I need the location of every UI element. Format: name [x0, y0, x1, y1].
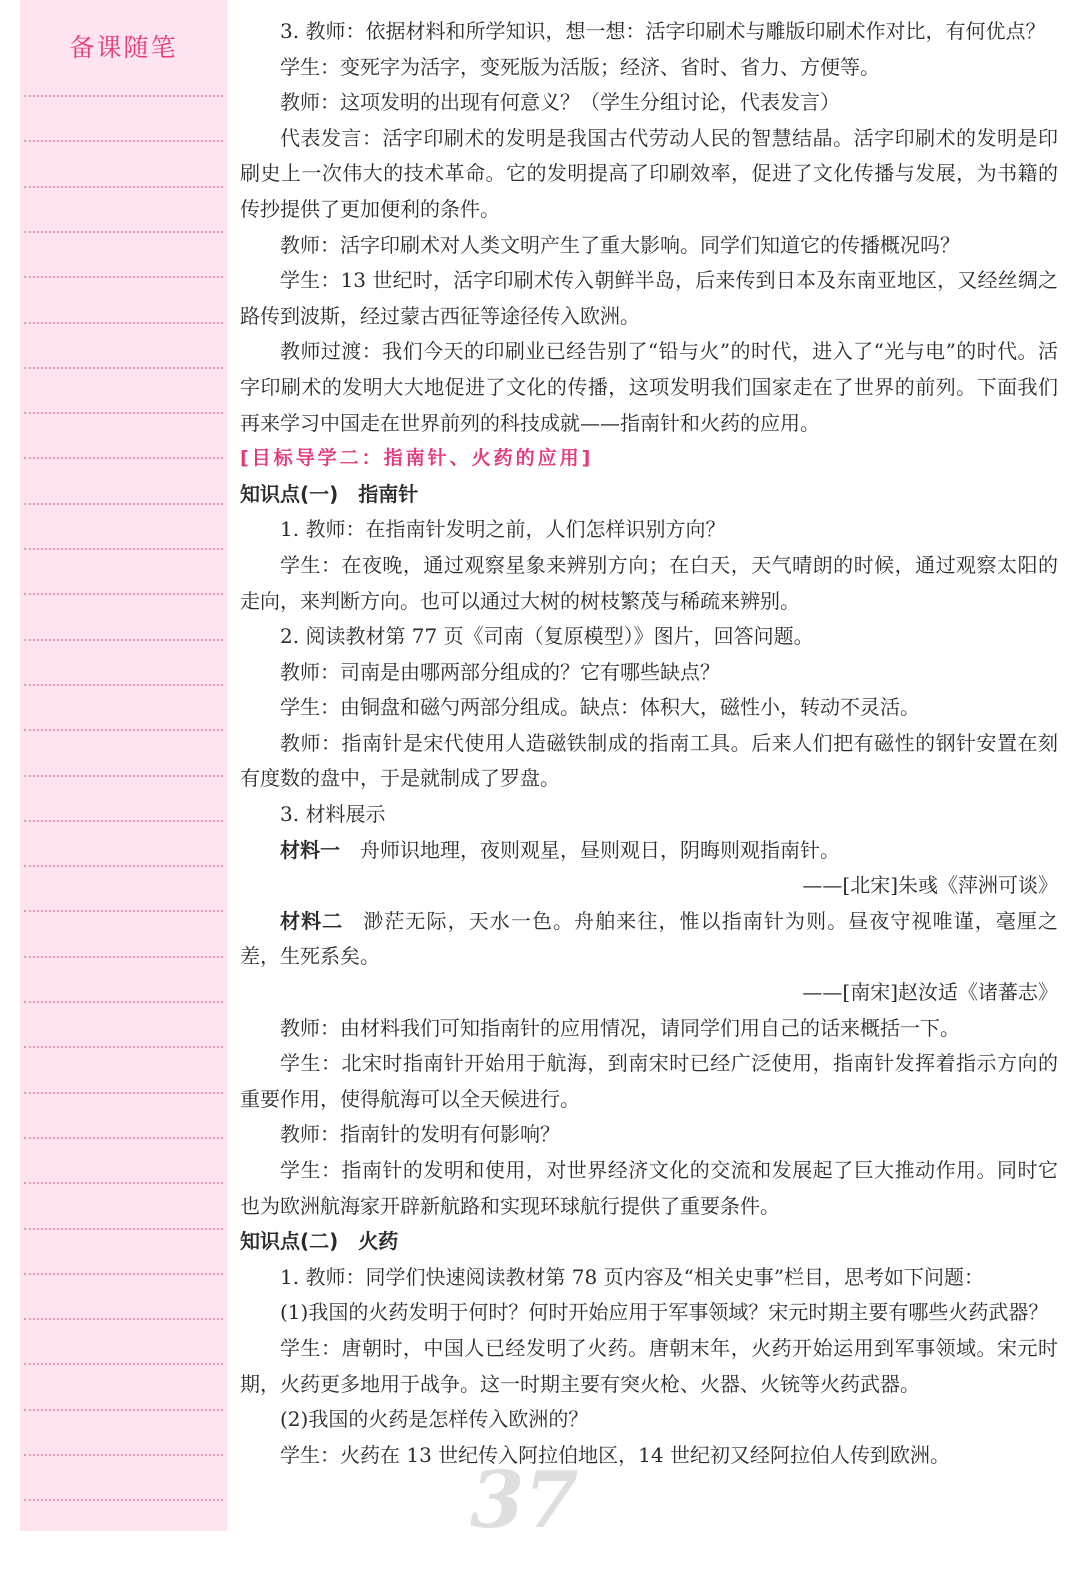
paragraph: 3. 材料展示 [280, 802, 386, 827]
ruled-line [24, 1046, 223, 1048]
ruled-line [24, 910, 223, 912]
paragraph: 1. 教师：同学们快速阅读教材第 78 页内容及“相关史事”栏目，思考如下问题： [280, 1264, 985, 1289]
ruled-line [24, 1092, 223, 1094]
paragraph: 学生：由铜盘和磁勺两部分组成。缺点：体积大，磁性小，转动不灵活。 [280, 695, 920, 720]
paragraph: 教师：指南针的发明有何影响？ [280, 1122, 560, 1147]
ruled-line [24, 1182, 223, 1184]
knowledge-point-heading [240, 477, 1058, 513]
ruled-line [24, 820, 223, 822]
ruled-line [24, 186, 223, 188]
section-heading: [目标导学二：指南针、火药的应用] [240, 447, 594, 470]
ruled-line [24, 775, 223, 777]
paragraph: 教师过渡：我们今天的印刷业已经告别了“铅与火”的时代，进入了“光与电”的时代。活字印刷术的发明大大地促进了文化的传播，这项发明我们国家走在了世界的前列。下面我们再来学习中国走在世界前列的科技成就——指南针和火药的应用。 [240, 339, 1058, 435]
paragraph: 3. 教师：依据材料和所学知识，想一想：活字印刷术与雕版印刷术作对比，有何优点？ [280, 19, 1046, 43]
knowledge-point-label: 知识点(二) [240, 1229, 339, 1254]
knowledge-point-title: 指南针 [358, 481, 419, 506]
source-citation: ——[南宋]赵汝适《诸蕃志》 [802, 980, 1058, 1005]
ruled-line [24, 1409, 223, 1411]
paragraph: (1)我国的火药发明于何时？何时开始应用于军事领域？宋元时期主要有哪些火药武器？ [280, 1300, 1049, 1325]
paragraph: 学生：唐朝时，中国人已经发明了火药。唐朝末年，火药开始运用到军事领域。宋元时期，火药更多地用于战争。这一时期主要有突火枪、火器、火铳等火药武器。 [240, 1335, 1058, 1396]
source-material [240, 904, 1058, 975]
material-quote: 舟师识地理，夜则观星，昼则观日，阴晦则观指南针。 [360, 837, 840, 862]
knowledge-point-heading [240, 1224, 1058, 1260]
ruled-line [24, 1318, 223, 1320]
material-label: 材料一 [280, 837, 340, 862]
paragraph: 学生：13 世纪时，活字印刷术传入朝鲜半岛，后来传到日本及东南亚地区，又经丝绸之路传到波斯，经过蒙古西征等途径传入欧洲。 [240, 268, 1058, 328]
ruled-line [24, 1001, 223, 1003]
paragraph: 教师：司南是由哪两部分组成的？它有哪些缺点？ [280, 659, 720, 684]
paragraph: 1. 教师：在指南针发明之前，人们怎样识别方向？ [280, 517, 726, 542]
ruled-line [24, 593, 223, 595]
paragraph: 学生：指南针的发明和使用，对世界经济文化的交流和发展起了巨大推动作用。同时它也为欧洲航海家开辟新航路和实现环球航行提供了重要条件。 [240, 1158, 1058, 1218]
ruled-line [24, 1454, 223, 1456]
paragraph: 教师：指南针是宋代使用人造磁铁制成的指南工具。后来人们把有磁性的钢针安置在刻有度数的盘中，于是就制成了罗盘。 [240, 730, 1058, 791]
paragraph: 代表发言：活字印刷术的发明是我国古代劳动人民的智慧结晶。活字印刷术的发明是印刷史上一次伟大的技术革命。它的发明提高了印刷效率，促进了文化传播与发展，为书籍的传抄提供了更加便利的条件。 [240, 125, 1058, 221]
paragraph: 学生：在夜晚，通过观察星象来辨别方向；在白天，天气晴朗的时候，通过观察太阳的走向，来判断方向。也可以通过大树的树枝繁茂与稀疏来辨别。 [240, 552, 1058, 613]
ruled-line [24, 457, 223, 459]
paragraph: (2)我国的火药是怎样传入欧洲的？ [280, 1407, 589, 1432]
ruled-line [24, 95, 223, 97]
ruled-line [24, 1273, 223, 1275]
ruled-line [24, 956, 223, 958]
ruled-line [24, 1363, 223, 1365]
paragraph: 学生：变死字为活字，变死版为活版；经济、省时、省力、方便等。 [280, 54, 880, 79]
paragraph: 教师：由材料我们可知指南针的应用情况，请同学们用自己的话来概括一下。 [280, 1015, 960, 1040]
knowledge-point-title: 火药 [358, 1229, 399, 1254]
sidebar-title: 备课随笔 [69, 33, 178, 62]
ruled-line [24, 729, 223, 731]
source-citation: ——[北宋]朱彧《萍洲可谈》 [802, 873, 1058, 898]
lesson-body [240, 14, 1058, 1473]
source-material [240, 833, 1058, 869]
knowledge-point-label: 知识点(一) [240, 481, 339, 506]
paragraph: 教师：这项发明的出现有何意义？（学生分组讨论，代表发言） [280, 90, 840, 115]
page-number: 37 [470, 1455, 579, 1546]
ruled-line [24, 1137, 223, 1139]
ruled-line [24, 684, 223, 686]
ruled-line [24, 276, 223, 278]
paragraph: 教师：活字印刷术对人类文明产生了重大影响。同学们知道它的传播概况吗？ [280, 232, 960, 257]
paragraph: 学生：北宋时指南针开始用于航海，到南宋时已经广泛使用，指南针发挥着指示方向的重要作用，使得航海可以全天候进行。 [240, 1051, 1058, 1111]
ruled-line [24, 231, 223, 233]
ruled-line [24, 140, 223, 142]
ruled-line [24, 865, 223, 867]
ruled-line [24, 1228, 223, 1230]
paragraph: 2. 阅读教材第 77 页《司南（复原模型）》图片，回答问题。 [280, 624, 814, 649]
ruled-line [24, 1499, 223, 1501]
ruled-line [24, 503, 223, 505]
ruled-line [24, 412, 223, 414]
paragraph: 学生：火药在 13 世纪传入阿拉伯地区，14 世纪初又经阿拉伯人传到欧洲。 [280, 1442, 950, 1467]
material-quote: 渺茫无际，天水一色。舟舶来往，惟以指南针为则。昼夜守视唯谨，毫厘之差，生死系矣。 [240, 908, 1059, 969]
ruled-line [24, 548, 223, 550]
ruled-line [24, 322, 223, 324]
material-label: 材料二 [280, 908, 344, 933]
notes-sidebar [20, 0, 227, 1531]
ruled-line [24, 639, 223, 641]
ruled-line [24, 367, 223, 369]
